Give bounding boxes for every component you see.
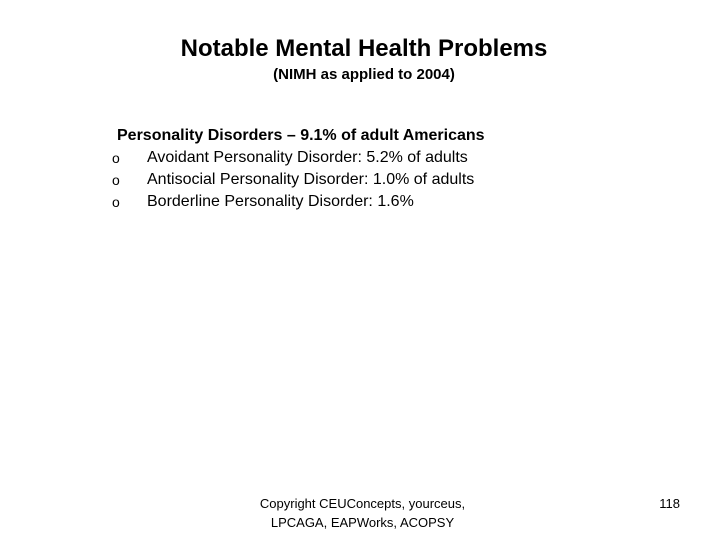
bullet-marker: o: [112, 172, 120, 188]
page-number: 118: [659, 496, 680, 511]
section-heading: Personality Disorders – 9.1% of adult Americans: [117, 127, 485, 144]
bullet-text: Antisocial Personality Disorder: 1.0% of adults: [147, 171, 475, 188]
bullet-marker: o: [112, 194, 120, 210]
copyright-footer: Copyright CEUConcepts, yourceus, LPCAGA, EAPWorks, ACOPSY: [259, 496, 466, 530]
slide-subtitle: (NIMH as applied to 2004): [273, 66, 455, 83]
bullet-text: Borderline Personality Disorder: 1.6%: [147, 193, 414, 210]
bullet-marker: o: [112, 150, 120, 166]
bullet-text: Avoidant Personality Disorder: 5.2% of adults: [147, 149, 468, 166]
slide-title: Notable Mental Health Problems: [180, 35, 548, 62]
